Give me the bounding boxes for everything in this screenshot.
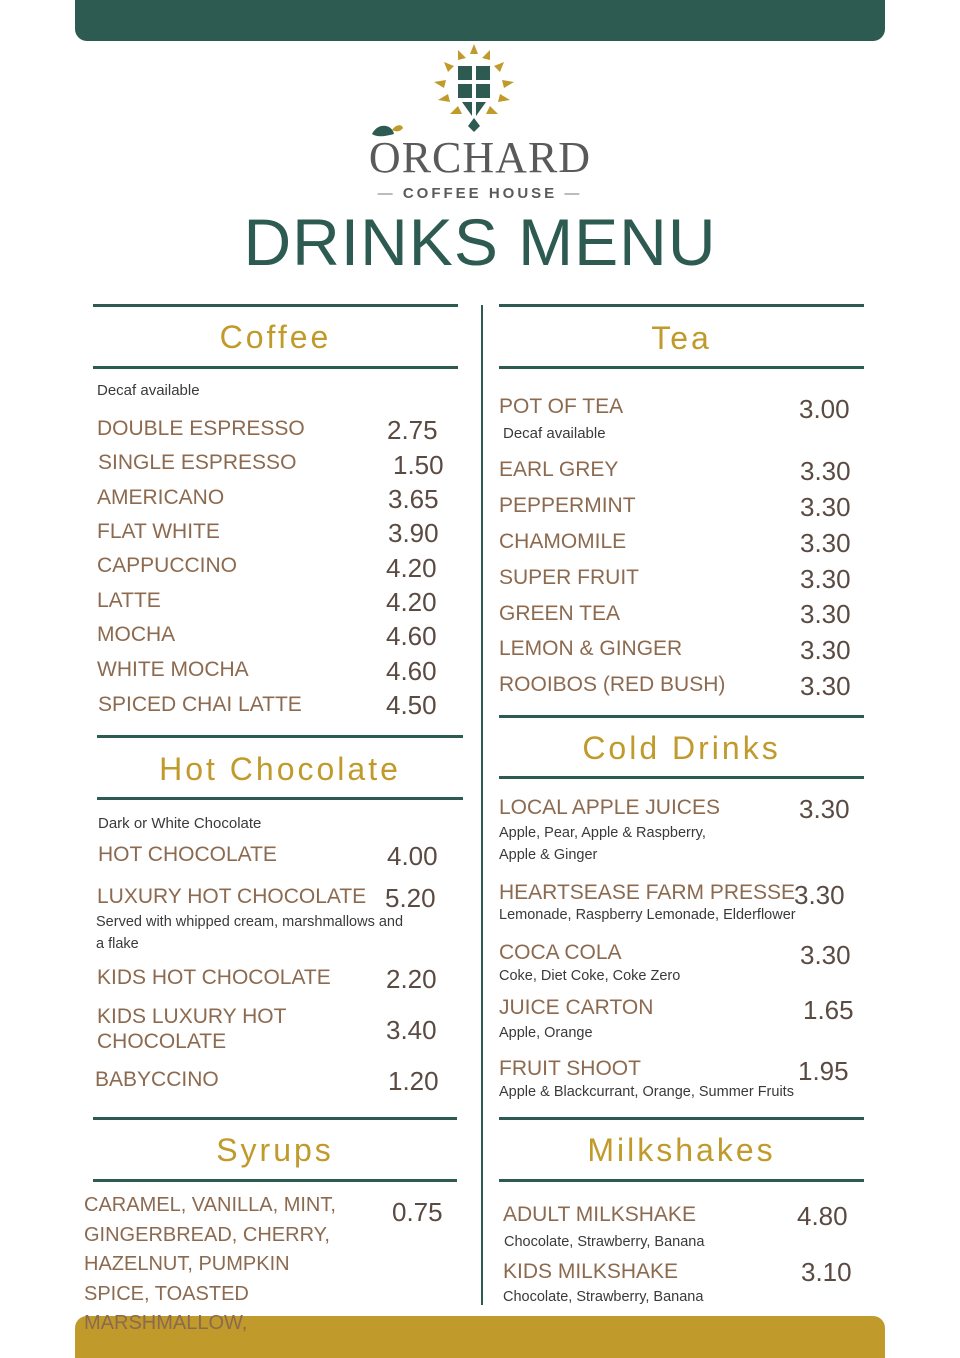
orchard-logo-icon (428, 44, 520, 132)
hot-chocolate-item-price: 4.00 (387, 841, 438, 871)
tea-item-name: POT OF TEA (499, 395, 624, 418)
hot-chocolate-rule-top (97, 735, 463, 738)
tea-item-price: 3.30 (800, 528, 851, 558)
hot-chocolate-item-price: 5.20 (385, 883, 436, 913)
coffee-rule-top (93, 304, 458, 307)
milkshakes-item-name: KIDS MILKSHAKE (503, 1260, 679, 1283)
tea-item-price: 3.30 (800, 492, 851, 522)
hot-chocolate-item-name: KIDS HOT CHOCOLATE (97, 966, 331, 989)
coffee-item-name: AMERICANO (97, 486, 225, 509)
syrups-title: Syrups (216, 1132, 334, 1168)
coffee-item-price: 1.50 (393, 450, 444, 480)
coffee-title: Coffee (219, 319, 332, 355)
coffee-item-price: 3.65 (388, 484, 439, 514)
coffee-item-name: FLAT WHITE (97, 520, 220, 543)
coffee-item-name: DOUBLE ESPRESSO (97, 417, 305, 440)
tea-item-name: GREEN TEA (499, 602, 620, 625)
tea-item-name: SUPER FRUIT (499, 566, 640, 589)
coffee-item-price: 4.50 (386, 690, 437, 720)
hot-chocolate-item-price: 2.20 (386, 964, 437, 994)
cold-drinks-item-desc: Lemonade, Raspberry Lemonade, Elderflower (499, 907, 796, 923)
hot-chocolate-item-price: 3.40 (386, 1015, 437, 1045)
tea-item-name: ROOIBOS (RED BUSH) (499, 673, 726, 696)
coffee-item-price: 2.75 (387, 415, 438, 445)
coffee-item-name: MOCHA (97, 623, 176, 646)
hot-chocolate-item-name: KIDS LUXURY HOT CHOCOLATE (97, 1005, 287, 1053)
coffee-item-price: 4.60 (386, 621, 437, 651)
syrups-price: 0.75 (392, 1197, 443, 1227)
hot-chocolate-item-desc: Served with whipped cream, marshmallows and a flake (96, 914, 404, 952)
cold-drinks-item-desc: Coke, Diet Coke, Coke Zero (499, 968, 681, 984)
milkshakes-item-desc: Chocolate, Strawberry, Banana (504, 1234, 705, 1250)
hot-chocolate-title: Hot Chocolate (159, 751, 401, 787)
cold-drinks-item-name: JUICE CARTON (499, 996, 654, 1019)
coffee-item-name: WHITE MOCHA (97, 658, 249, 681)
hot-chocolate-note: Dark or White Chocolate (98, 815, 262, 832)
tea-rule-top (499, 304, 864, 307)
milkshakes-item-desc: Chocolate, Strawberry, Banana (503, 1289, 704, 1305)
cold-drinks-item-name: COCA COLA (499, 941, 622, 964)
milkshakes-title: Milkshakes (587, 1132, 776, 1168)
tea-item-price: 3.30 (800, 456, 851, 486)
coffee-item-name: SINGLE ESPRESSO (98, 451, 297, 474)
tea-item-note: Decaf available (503, 425, 606, 442)
cold-drinks-rule-bottom (499, 776, 864, 779)
tea-item-price: 3.30 (800, 599, 851, 629)
coffee-item-name: CAPPUCCINO (97, 554, 238, 577)
cold-drinks-item-name: HEARTSEASE FARM PRESSE (499, 881, 796, 904)
tea-item-price: 3.30 (800, 564, 851, 594)
cold-drinks-item-price: 3.30 (800, 940, 851, 970)
coffee-item-name: SPICED CHAI LATTE (98, 693, 302, 716)
hot-chocolate-item-price: 1.20 (388, 1066, 439, 1096)
cold-drinks-item-price: 1.65 (803, 995, 854, 1025)
hot-chocolate-rule-bottom (97, 797, 463, 800)
syrups-rule-top (93, 1117, 457, 1120)
syrups-list: CARAMEL, VANILLA, MINT, GINGERBREAD, CHERRY, HAZELNUT, PUMPKIN SPICE, TOASTED MARSHMALLOW, (84, 1194, 336, 1334)
coffee-item-price: 3.90 (388, 518, 439, 548)
tea-item-price: 3.30 (800, 635, 851, 665)
cold-drinks-title: Cold Drinks (582, 730, 781, 766)
tagline-text: COFFEE HOUSE (402, 185, 558, 202)
cold-drinks-item-name: FRUIT SHOOT (499, 1057, 641, 1080)
hot-chocolate-item-name: BABYCCINO (95, 1068, 219, 1091)
tea-item-name: CHAMOMILE (499, 530, 627, 553)
cold-drinks-item-price: 1.95 (798, 1056, 849, 1086)
coffee-note: Decaf available (97, 382, 200, 399)
cold-drinks-item-name: LOCAL APPLE JUICES (499, 796, 720, 819)
tea-rule-bottom (499, 366, 864, 369)
coffee-item-price: 4.60 (386, 656, 437, 686)
tea-title: Tea (651, 320, 712, 356)
milkshakes-item-price: 3.10 (801, 1257, 852, 1287)
milkshakes-item-price: 4.80 (797, 1201, 848, 1231)
milkshakes-rule-top (499, 1117, 864, 1120)
page-title: DRINKS MENU (243, 205, 717, 279)
hot-chocolate-item-name: HOT CHOCOLATE (98, 843, 277, 866)
coffee-item-name: LATTE (97, 589, 161, 612)
tea-item-name: LEMON & GINGER (499, 637, 683, 660)
cold-drinks-item-desc: Apple, Pear, Apple & Raspberry, Apple & Ginger (499, 825, 706, 863)
cold-drinks-rule-top (499, 715, 864, 718)
cold-drinks-item-price: 3.30 (794, 880, 845, 910)
tea-item-price: 3.00 (799, 394, 850, 424)
hot-chocolate-item-name: LUXURY HOT CHOCOLATE (97, 885, 367, 908)
tea-item-name: PEPPERMINT (499, 494, 636, 517)
coffee-item-price: 4.20 (386, 553, 437, 583)
cold-drinks-item-desc: Apple & Blackcurrant, Orange, Summer Fruits (499, 1084, 794, 1100)
syrups-rule-bottom (93, 1179, 457, 1182)
milkshakes-rule-bottom (499, 1179, 864, 1182)
coffee-rule-bottom (93, 366, 458, 369)
top-band (75, 0, 885, 41)
coffee-item-price: 4.20 (386, 587, 437, 617)
column-divider (481, 305, 483, 1305)
tea-item-price: 3.30 (800, 671, 851, 701)
milkshakes-item-name: ADULT MILKSHAKE (503, 1203, 696, 1226)
tea-item-name: EARL GREY (499, 458, 619, 481)
cold-drinks-item-desc: Apple, Orange (499, 1025, 593, 1041)
brand-name: ORCHARD (368, 133, 592, 182)
brand-tagline: — COFFEE HOUSE — (377, 185, 583, 202)
cold-drinks-item-price: 3.30 (799, 794, 850, 824)
